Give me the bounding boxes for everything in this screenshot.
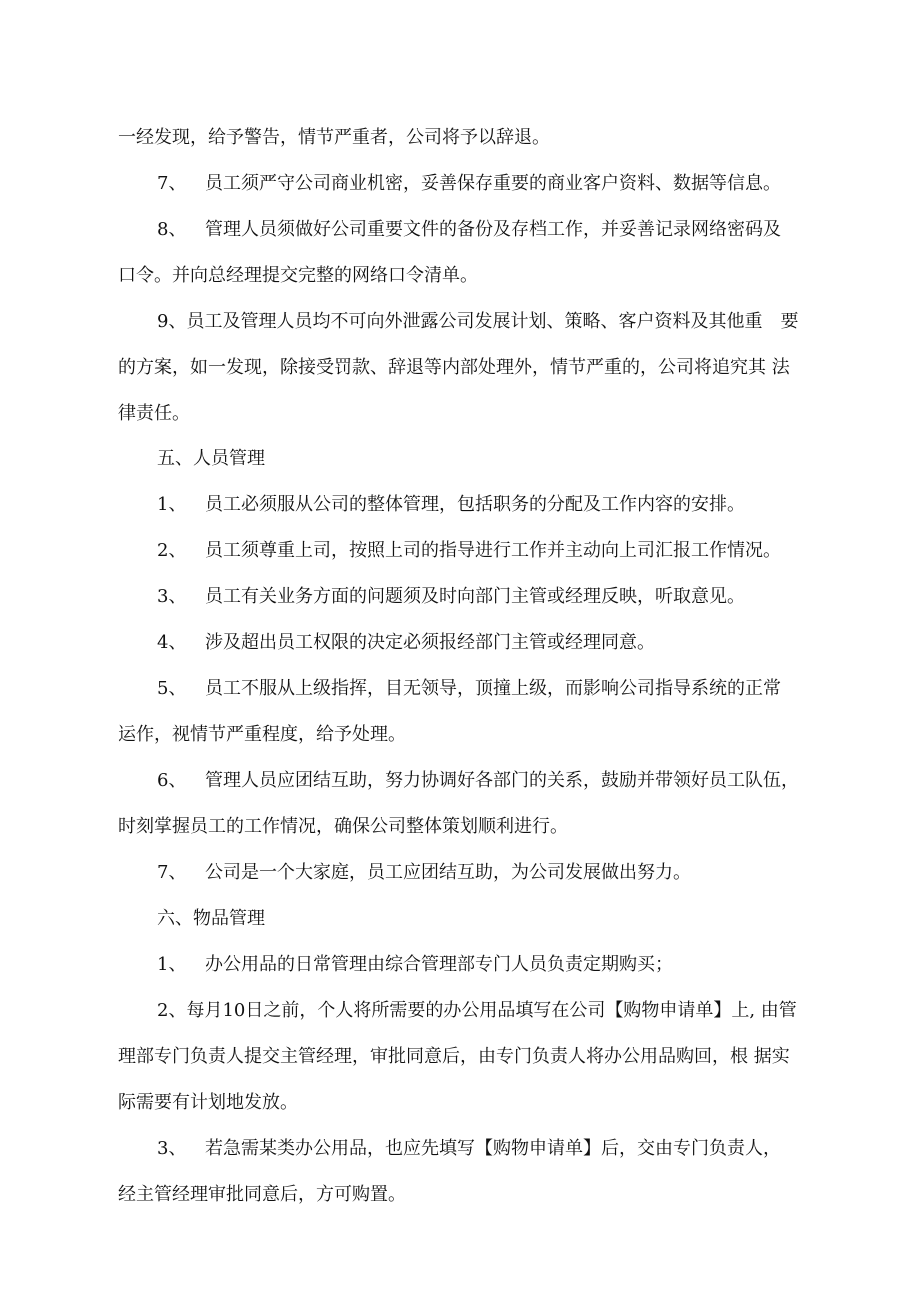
text-line: 公司是一个大家庭，员工应团结互助，为公司发展做出努力。 (205, 862, 691, 883)
text-line: 员工须尊重上司，按照上司的指导进行工作并主动向上司汇报工作情况。 (205, 540, 781, 561)
list-number: 6、 (157, 770, 187, 791)
text-line: 办公用品的日常管理由综合管理部专门人员负责定期购买； (205, 954, 673, 975)
text-line: 员工有关业务方面的问题须及时向部门主管或经理反映，听取意见。 (205, 586, 745, 607)
list-number: 4、 (157, 632, 187, 653)
text-line: 的方案，如一发现，除接受罚款、辞退等内部处理外，情节严重的，公司将追究其 法 (118, 357, 790, 378)
list-number: 1、 (157, 954, 187, 975)
text-line: 员工须严守公司商业机密，妥善保存重要的商业客户资料、数据等信息。 (205, 173, 781, 194)
text-line: 若急需某类办公用品，也应先填写【购物申请单】后，交由专门负责人， (205, 1138, 781, 1159)
list-number: 3、 (157, 586, 187, 607)
text-line: 员工必须服从公司的整体管理，包括职务的分配及工作内容的安排。 (205, 494, 745, 515)
section-heading: 五、人员管理 (157, 448, 265, 469)
list-number: 7、 (157, 173, 187, 194)
text-line: 涉及超出员工权限的决定必须报经部门主管或经理同意。 (205, 632, 655, 653)
text-line: 2、每月10日之前，个人将所需要的办公用品填写在公司【购物申请单】上, 由管 (157, 1000, 797, 1021)
text-line: 际需要有计划地发放。 (118, 1092, 298, 1113)
list-number: 8、 (157, 219, 187, 240)
list-number: 3、 (157, 1138, 187, 1159)
list-number: 5、 (157, 678, 187, 699)
list-number: 2、 (157, 540, 187, 561)
list-number: 7、 (157, 862, 187, 883)
text-line: 员工不服从上级指挥，目无领导，顶撞上级，而影响公司指导系统的正常 (205, 678, 781, 699)
text-line: 一经发现，给予警告，情节严重者，公司将予以辞退。 (118, 127, 550, 148)
text-line: 经主管经理审批同意后，方可购置。 (118, 1184, 406, 1205)
text-line: 时刻掌握员工的工作情况，确保公司整体策划顺利进行。 (118, 816, 568, 837)
text-line: 理部专门负责人提交主管经理，审批同意后，由专门负责人将办公用品购回，根 据实 (118, 1046, 790, 1067)
text-line: 律责任。 (118, 403, 190, 424)
text-line: 运作，视情节严重程度，给予处理。 (118, 724, 406, 745)
text-line: 管理人员应团结互助，努力协调好各部门的关系，鼓励并带领好员工队伍， (205, 770, 799, 791)
text-line: 口令。并向总经理提交完整的网络口令清单。 (118, 265, 478, 286)
text-line: 管理人员须做好公司重要文件的备份及存档工作，并妥善记录网络密码及 (205, 219, 781, 240)
list-number: 1、 (157, 494, 187, 515)
section-heading: 六、物品管理 (157, 908, 265, 929)
text-line: 9、员工及管理人员均不可向外泄露公司发展计划、策略、客户资料及其他重 要 (157, 311, 799, 332)
